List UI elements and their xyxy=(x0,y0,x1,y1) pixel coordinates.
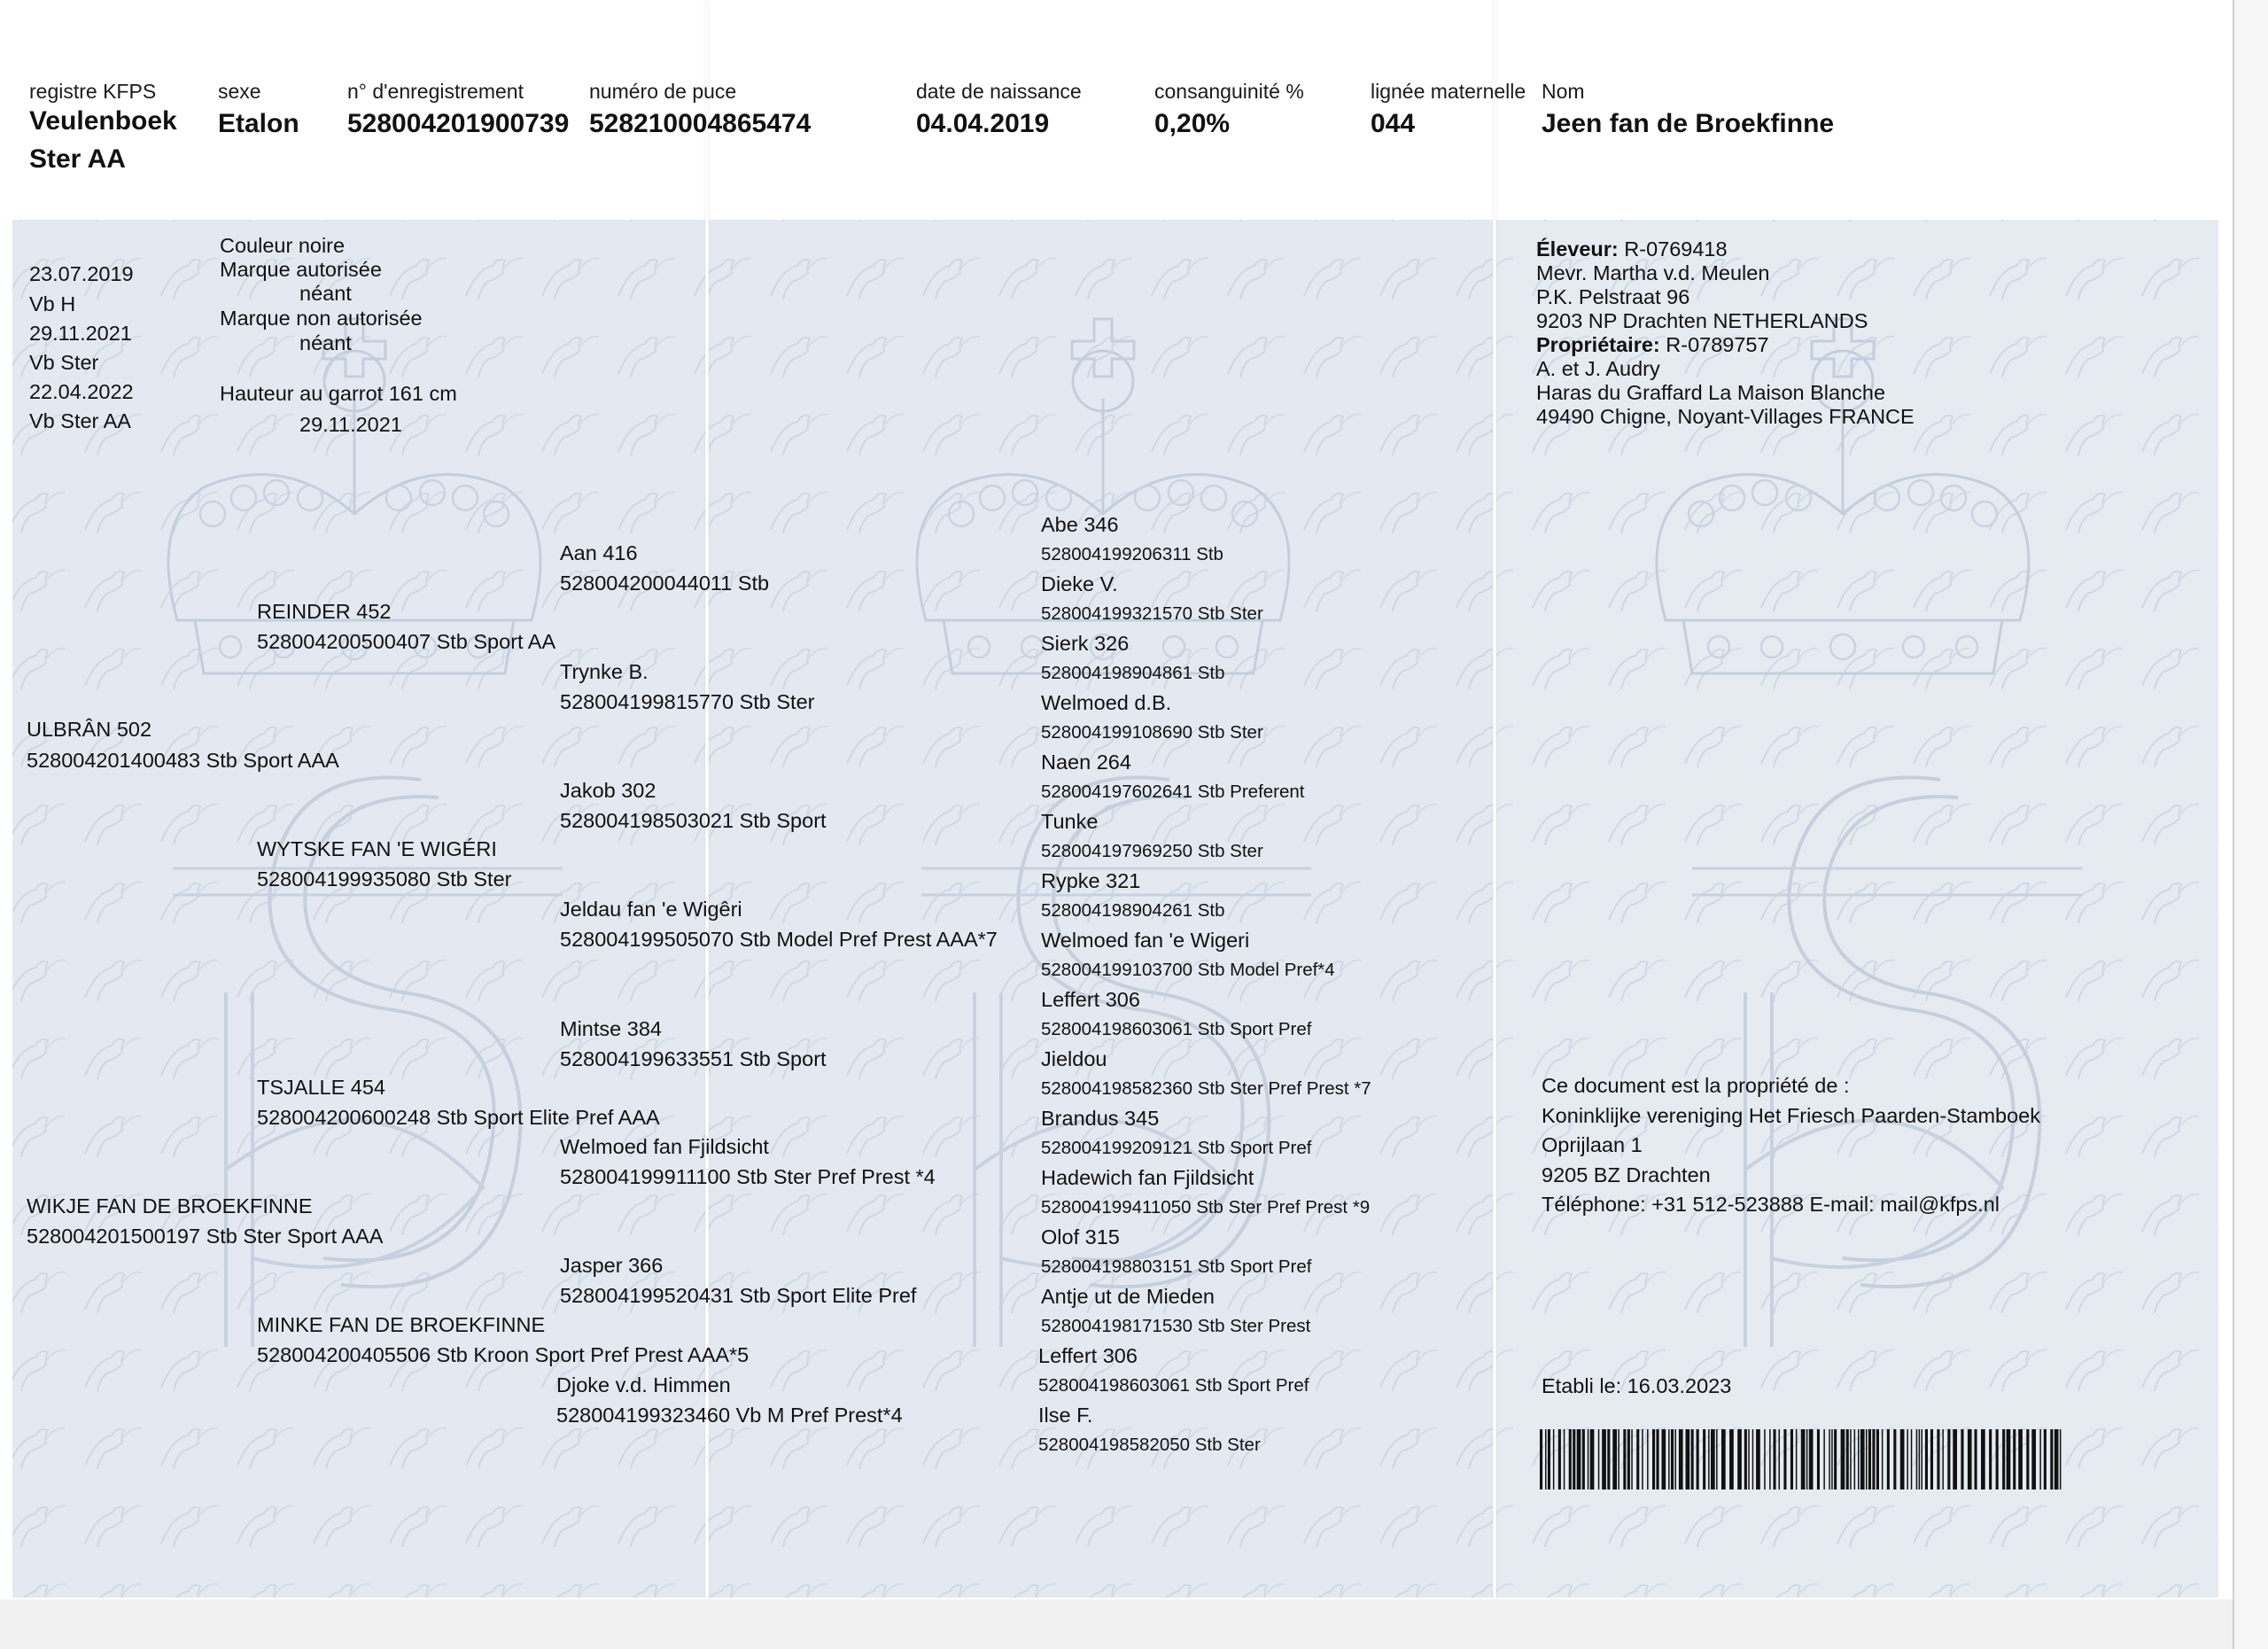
gen4-name: Sierk 326 xyxy=(1041,632,1130,655)
barcode-bar xyxy=(1887,1429,1890,1490)
barcode-bar xyxy=(1691,1429,1694,1490)
gen4-id: 528004198904261 Stb xyxy=(1041,900,1225,921)
great-grandparent-id: 528004200044011 Stb xyxy=(560,572,770,595)
gen4-name: Tunke xyxy=(1041,810,1099,833)
fold-line-2 xyxy=(1493,0,1496,1599)
barcode-bar xyxy=(1577,1429,1581,1490)
withers-height-date: 29.11.2021 xyxy=(299,413,402,436)
great-grandparent-id: 528004199505070 Stb Model Pref Prest AAA*7 xyxy=(560,928,998,951)
great-grandparent-id: 528004199815770 Stb Ster xyxy=(560,690,815,713)
barcode-bar xyxy=(1907,1429,1908,1490)
owner-id: R-0789757 xyxy=(1666,333,1769,356)
breeder-name: Mevr. Martha v.d. Meulen xyxy=(1536,261,1770,284)
birth-date-label: date de naissance xyxy=(916,80,1082,103)
barcode-bar xyxy=(2026,1429,2029,1490)
barcode-bar xyxy=(1752,1429,1754,1490)
barcode-bar xyxy=(1872,1429,1875,1490)
barcode-bar xyxy=(1868,1429,1871,1490)
barcode-bar xyxy=(1711,1429,1715,1490)
ownership-address-city: 9205 BZ Drachten xyxy=(1542,1163,1711,1186)
dam-id: 528004201500197 Stb Ster Sport AAA xyxy=(27,1225,384,1248)
barcode-bar xyxy=(1675,1429,1677,1490)
barcode-bar xyxy=(2060,1429,2062,1490)
barcode-bar xyxy=(2007,1429,2011,1490)
registry-value: Veulenboek xyxy=(29,106,177,136)
history-date: 22.04.2022 xyxy=(29,380,134,403)
barcode-bar xyxy=(1756,1429,1760,1490)
barcode-bar xyxy=(1652,1429,1655,1490)
owner-address-city: 49490 Chigne, Noyant-Villages FRANCE xyxy=(1536,405,1915,428)
gen4-name: Naen 264 xyxy=(1041,751,1131,774)
ownership-address-street: Oprijlaan 1 xyxy=(1542,1133,1643,1156)
barcode-bar xyxy=(1642,1429,1643,1490)
history-entry: Vb H xyxy=(29,292,76,315)
gen4-name: Jieldou xyxy=(1041,1047,1107,1070)
barcode-bar xyxy=(1831,1429,1833,1490)
barcode-bar xyxy=(1679,1429,1683,1490)
barcode-bar xyxy=(1916,1429,1918,1490)
withers-height: Hauteur au garrot 161 cm xyxy=(220,382,457,405)
owner-address-street: Haras du Graffard La Maison Blanche xyxy=(1536,381,1886,404)
barcode-bar xyxy=(1607,1429,1610,1490)
history-entry: Vb Ster xyxy=(29,351,99,374)
ownership-contact: Téléphone: +31 512-523888 E-mail: mail@kfps.nl xyxy=(1542,1193,2000,1216)
gen4-id: 528004198603061 Stb Sport Pref xyxy=(1038,1375,1309,1396)
chip-number-label: numéro de puce xyxy=(589,80,737,103)
barcode-bar xyxy=(1697,1429,1699,1490)
barcode-bar xyxy=(1961,1429,1963,1490)
gen4-id: 528004199103700 Stb Model Pref*4 xyxy=(1041,960,1335,980)
barcode-bar xyxy=(1796,1429,1798,1490)
barcode-bar xyxy=(2018,1429,2023,1490)
barcode-bar xyxy=(1582,1429,1585,1490)
breeder-label: Éleveur: xyxy=(1536,237,1619,261)
history-date: 29.11.2021 xyxy=(29,322,132,345)
registration-number-value: 528004201900739 xyxy=(347,109,570,138)
barcode-bar xyxy=(1774,1429,1776,1490)
great-grandparent-name: Mintse 384 xyxy=(560,1017,662,1040)
sire-id: 528004201400483 Stb Sport AAA xyxy=(27,749,339,772)
gen4-name: Antje ut de Mieden xyxy=(1041,1285,1215,1308)
gen4-name: Rypke 321 xyxy=(1041,869,1141,892)
barcode-bar xyxy=(1737,1429,1742,1490)
barcode-bar xyxy=(1975,1429,1977,1490)
barcode-bar xyxy=(1612,1429,1617,1490)
barcode-bar xyxy=(1834,1429,1837,1490)
breeder-address-street: P.K. Pelstraat 96 xyxy=(1536,285,1690,308)
horse-name-value: Jeen fan de Broekfinne xyxy=(1542,109,1835,138)
barcode-bar xyxy=(1790,1429,1793,1490)
gen4-id: 528004198582360 Stb Ster Pref Prest *7 xyxy=(1041,1078,1371,1099)
barcode-bar xyxy=(1769,1429,1771,1490)
gen4-name: Brandus 345 xyxy=(1041,1107,1160,1130)
barcode-bar xyxy=(1602,1429,1606,1490)
great-grandparent-name: Djoke v.d. Himmen xyxy=(556,1373,731,1396)
breeder-line xyxy=(1536,239,1728,261)
inbreeding-value: 0,20% xyxy=(1154,109,1231,138)
gen4-name: Leffert 306 xyxy=(1038,1344,1138,1367)
barcode-bar xyxy=(1668,1429,1670,1490)
barcode-bar xyxy=(1947,1429,1950,1490)
barcode-bar xyxy=(1627,1429,1630,1490)
barcode-bar xyxy=(1942,1429,1944,1490)
great-grandparent-name: Aan 416 xyxy=(560,541,638,564)
barcode-bar xyxy=(2039,1429,2041,1490)
owner-label: Propriétaire: xyxy=(1536,333,1660,356)
grandparent-id: 528004200500407 Stb Sport AA xyxy=(257,630,556,653)
barcode-bar xyxy=(1744,1429,1747,1490)
barcode-bar xyxy=(1729,1429,1734,1490)
ownership-org: Koninklijke vereniging Het Friesch Paarden-Stamboek xyxy=(1542,1104,2040,1127)
gen4-name: Hadewich fan Fjildsicht xyxy=(1041,1166,1254,1189)
gen4-id: 528004199411050 Stb Ster Pref Prest *9 xyxy=(1041,1197,1371,1217)
grandparent-id: 528004200405506 Stb Kroon Sport Pref Prest AAA*5 xyxy=(257,1343,750,1366)
barcode-bar xyxy=(1716,1429,1718,1490)
dam-line-label: lignée maternelle xyxy=(1371,80,1526,103)
gen4-id: 528004199206311 Stb xyxy=(1041,544,1223,564)
barcode-bar xyxy=(1779,1429,1781,1490)
barcode-bar xyxy=(1860,1429,1865,1490)
barcode-bar xyxy=(1783,1429,1786,1490)
sex-label: sexe xyxy=(218,80,261,103)
ownership-intro: Ce document est la propriété de : xyxy=(1542,1074,1850,1097)
gen4-name: Abe 346 xyxy=(1041,513,1119,536)
history-entry: Vb Ster AA xyxy=(29,409,131,432)
barcode-bar xyxy=(1981,1429,1985,1490)
gen4-name: Ilse F. xyxy=(1038,1404,1093,1427)
barcode-bar xyxy=(1996,1429,1999,1490)
barcode-bar xyxy=(1817,1429,1820,1490)
page-bottom-edge xyxy=(0,1599,2233,1649)
barcode-bar xyxy=(1764,1429,1766,1490)
barcode-bar xyxy=(1573,1429,1575,1490)
barcode-bar xyxy=(1703,1429,1705,1490)
gen4-id: 528004197969250 Stb Ster xyxy=(1041,841,1263,861)
barcode-bar xyxy=(1618,1429,1619,1490)
barcode-bar xyxy=(1893,1429,1896,1490)
barcode-bar xyxy=(1989,1429,1992,1490)
coat-color: Couleur noire xyxy=(220,234,346,257)
breeder-address-city: 9203 NP Drachten NETHERLANDS xyxy=(1536,309,1868,332)
great-grandparent-name: Jasper 366 xyxy=(560,1254,664,1277)
barcode-bar xyxy=(1721,1429,1726,1490)
barcode-bar xyxy=(1801,1429,1806,1490)
barcode-bar xyxy=(1846,1429,1849,1490)
barcode-bar xyxy=(1806,1429,1808,1490)
barcode-bar xyxy=(2031,1429,2036,1490)
great-grandparent-name: Welmoed fan Fjildsicht xyxy=(560,1135,769,1158)
birth-date-value: 04.04.2019 xyxy=(916,109,1050,138)
barcode-bar xyxy=(1545,1429,1547,1490)
barcode-bar xyxy=(1911,1429,1913,1490)
allowed-markings-value: néant xyxy=(299,282,352,305)
grandparent-id: 528004199935080 Stb Ster xyxy=(257,867,512,891)
barcode-bar xyxy=(1631,1429,1633,1490)
gen4-id: 528004198603061 Stb Sport Pref xyxy=(1041,1019,1312,1039)
name-label: Nom xyxy=(1542,80,1585,103)
registration-number-label: n° d'enregistrement xyxy=(347,80,524,103)
barcode-bar xyxy=(2054,1429,2059,1490)
barcode-bar xyxy=(1850,1429,1852,1490)
gen4-id: 528004198171530 Stb Ster Prest xyxy=(1041,1316,1311,1336)
sire-name: ULBRÂN 502 xyxy=(27,718,152,741)
dam-name: WIKJE FAN DE BROEKFINNE xyxy=(27,1194,313,1217)
barcode-bar xyxy=(1708,1429,1710,1490)
barcode-bar xyxy=(1686,1429,1690,1490)
not-allowed-markings-label: Marque non autorisée xyxy=(220,307,423,330)
inbreeding-label: consanguinité % xyxy=(1154,80,1304,103)
barcode-bar xyxy=(1882,1429,1884,1490)
barcode-bar xyxy=(1671,1429,1674,1490)
great-grandparent-id: 528004199323460 Vb M Pref Prest*4 xyxy=(556,1404,903,1427)
grandparent-name: REINDER 452 xyxy=(257,600,392,623)
barcode-bar xyxy=(1553,1429,1555,1490)
great-grandparent-id: 528004199633551 Stb Sport xyxy=(560,1047,827,1070)
barcode-bar xyxy=(1662,1429,1666,1490)
grandparent-name: WYTSKE FAN 'E WIGÉRI xyxy=(257,837,497,860)
gen4-id: 528004199209121 Stb Sport Pref xyxy=(1041,1138,1312,1158)
grandparent-id: 528004200600248 Stb Sport Elite Pref AAA xyxy=(257,1106,660,1129)
great-grandparent-id: 528004199911100 Stb Ster Pref Prest *4 xyxy=(560,1165,936,1188)
barcode-bar xyxy=(1590,1429,1595,1490)
history-date: 23.07.2019 xyxy=(29,262,134,285)
issue-date: Etabli le: 16.03.2023 xyxy=(1542,1374,1732,1397)
barcode-bar xyxy=(2050,1429,2053,1490)
barcode-bar xyxy=(1953,1429,1957,1490)
registry-value-line2: Ster AA xyxy=(29,144,126,174)
gen4-name: Welmoed d.B. xyxy=(1041,691,1172,714)
registry-label: registre KFPS xyxy=(29,80,157,103)
gen4-id: 528004198904861 Stb xyxy=(1041,663,1225,683)
barcode xyxy=(1540,1429,2062,1490)
dam-line-value: 044 xyxy=(1371,109,1416,138)
barcode-bar xyxy=(1809,1429,1814,1490)
barcode-bar xyxy=(1900,1429,1905,1490)
barcode-bar xyxy=(1540,1429,1542,1490)
gen4-id: 528004199108690 Stb Ster xyxy=(1041,722,1263,743)
owner-line xyxy=(1536,335,1769,356)
barcode-bar xyxy=(1748,1429,1750,1490)
barcode-bar xyxy=(1858,1429,1860,1490)
allowed-markings-label: Marque autorisée xyxy=(220,258,382,281)
barcode-bar xyxy=(1657,1429,1659,1490)
grandparent-name: MINKE FAN DE BROEKFINNE xyxy=(257,1313,546,1336)
barcode-bar xyxy=(1558,1429,1561,1490)
barcode-bar xyxy=(1623,1429,1626,1490)
barcode-bar xyxy=(1930,1429,1933,1490)
chip-number-value: 528210004865474 xyxy=(589,109,812,138)
barcode-bar xyxy=(1937,1429,1939,1490)
barcode-bar xyxy=(1588,1429,1589,1490)
barcode-bar xyxy=(2002,1429,2005,1490)
great-grandparent-id: 528004198503021 Stb Sport xyxy=(560,809,827,832)
barcode-bar xyxy=(1968,1429,1972,1490)
barcode-bar xyxy=(1569,1429,1572,1490)
great-grandparent-id: 528004199520431 Stb Sport Elite Pref xyxy=(560,1284,917,1307)
barcode-bar xyxy=(2013,1429,2016,1490)
great-grandparent-name: Jakob 302 xyxy=(560,779,656,802)
great-grandparent-name: Trynke B. xyxy=(560,660,649,683)
owner-name: A. et J. Audry xyxy=(1536,357,1660,380)
barcode-bar xyxy=(1598,1429,1600,1490)
gen4-id: 528004198803151 Stb Sport Pref xyxy=(1041,1256,1312,1277)
gen4-name: Welmoed fan 'e Wigeri xyxy=(1041,929,1250,952)
barcode-bar xyxy=(1841,1429,1845,1490)
barcode-bar xyxy=(1564,1429,1565,1490)
barcode-bar xyxy=(1866,1429,1868,1490)
page-edge xyxy=(2233,0,2268,1649)
barcode-bar xyxy=(1919,1429,1921,1490)
grandparent-name: TSJALLE 454 xyxy=(257,1076,386,1099)
great-grandparent-name: Jeldau fan 'e Wigêri xyxy=(560,898,742,921)
barcode-bar xyxy=(1876,1429,1879,1490)
gen4-name: Olof 315 xyxy=(1041,1225,1120,1248)
breeder-id: R-0769418 xyxy=(1624,237,1728,261)
not-allowed-markings-value: néant xyxy=(299,331,352,354)
barcode-bar xyxy=(1548,1429,1550,1490)
barcode-bar xyxy=(1925,1429,1928,1490)
gen4-name: Leffert 306 xyxy=(1041,988,1140,1011)
gen4-name: Dieke V. xyxy=(1041,572,1118,595)
barcode-bar xyxy=(1823,1429,1825,1490)
sex-value: Etalon xyxy=(218,109,299,138)
barcode-bar xyxy=(1636,1429,1639,1490)
barcode-bar xyxy=(1922,1429,1923,1490)
gen4-id: 528004198582050 Stb Ster xyxy=(1038,1435,1261,1455)
barcode-bar xyxy=(1647,1429,1649,1490)
gen4-id: 528004197602641 Stb Preferent xyxy=(1041,782,1305,802)
barcode-bar xyxy=(2044,1429,2047,1490)
barcode-bar xyxy=(1829,1429,1830,1490)
gen4-id: 528004199321570 Stb Ster xyxy=(1041,603,1263,624)
barcode-bar xyxy=(1854,1429,1856,1490)
